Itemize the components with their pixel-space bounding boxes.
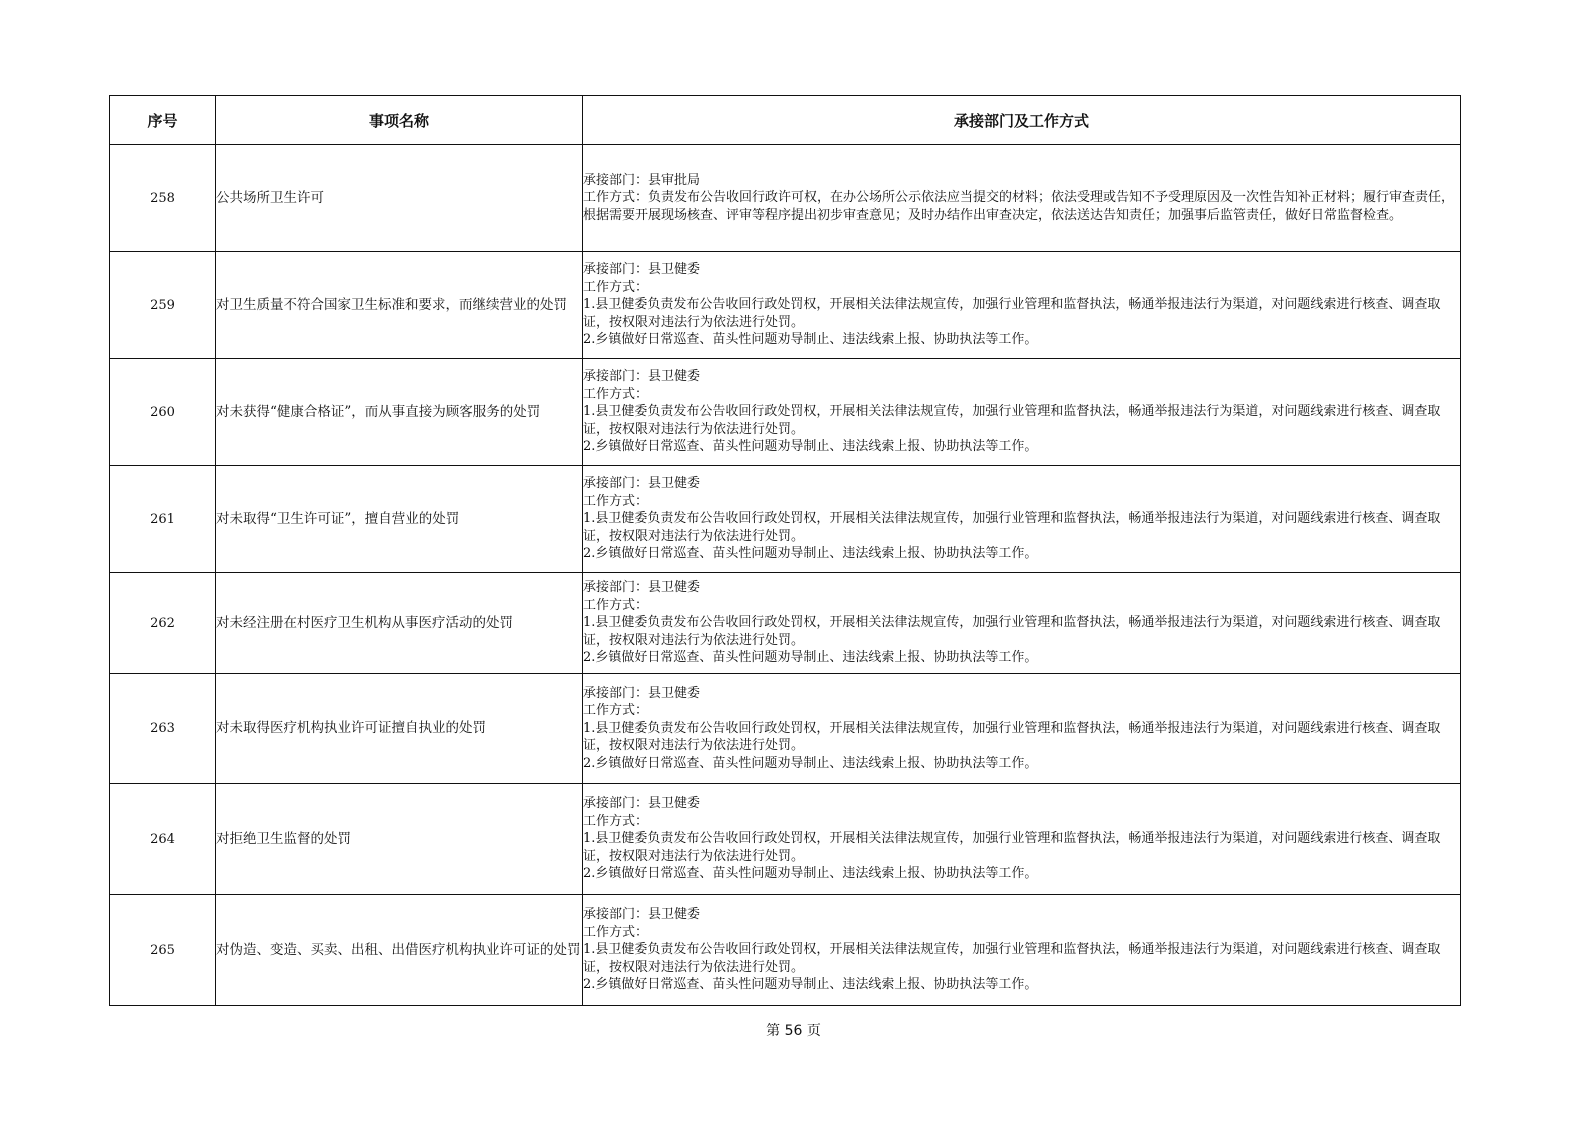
header-department-method: 承接部门及工作方式 xyxy=(583,96,1461,145)
header-seq: 序号 xyxy=(110,96,216,145)
table-body xyxy=(110,145,1461,1006)
detail-line: 承接部门：县卫健委 xyxy=(583,369,701,385)
row-seq-number: 264 xyxy=(110,784,216,895)
row-department-method xyxy=(583,784,1461,895)
table-row xyxy=(110,145,1461,252)
detail-line: 工作方式：负责发布公告收回行政许可权，在办公场所公示依法应当提交的材料；依法受理或告知不予受理原因及一次性告知补正材料；履行审查责任，根据需要开展现场核查、评审等程序提出初步审查意见；及时办结作出审查决定，依法送达告知责任；加强事后监管责任，做好日常监督检查。 xyxy=(583,190,1455,223)
row-item-name: 对伪造、变造、买卖、出租、出借医疗机构执业许可证的处罚 xyxy=(216,895,583,1006)
row-department-method xyxy=(583,895,1461,1006)
detail-line: 承接部门：县卫健委 xyxy=(583,796,701,812)
row-seq-number: 259 xyxy=(110,252,216,359)
row-seq-number: 261 xyxy=(110,466,216,573)
table-row xyxy=(110,359,1461,466)
items-table xyxy=(109,95,1461,1006)
row-seq-number: 258 xyxy=(110,145,216,252)
detail-line: 2.乡镇做好日常巡查、苗头性问题劝导制止、违法线索上报、协助执法等工作。 xyxy=(583,650,1038,666)
row-item-name: 对未获得“健康合格证”，而从事直接为顾客服务的处罚 xyxy=(216,359,583,466)
row-item-name: 对拒绝卫生监督的处罚 xyxy=(216,784,583,895)
row-department-method xyxy=(583,359,1461,466)
detail-line: 承接部门：县卫健委 xyxy=(583,580,701,596)
detail-line: 2.乡镇做好日常巡查、苗头性问题劝导制止、违法线索上报、协助执法等工作。 xyxy=(583,866,1038,882)
detail-line: 2.乡镇做好日常巡查、苗头性问题劝导制止、违法线索上报、协助执法等工作。 xyxy=(583,755,1038,771)
table-row xyxy=(110,784,1461,895)
detail-line: 2.乡镇做好日常巡查、苗头性问题劝导制止、违法线索上报、协助执法等工作。 xyxy=(583,977,1038,993)
detail-line: 工作方式： xyxy=(583,924,649,940)
detail-line: 1.县卫健委负责发布公告收回行政处罚权，开展相关法律法规宣传，加强行业管理和监督执法，畅通举报违法行为渠道，对问题线索进行核查、调查取证，按权限对违法行为依法进行处罚。 xyxy=(583,615,1441,648)
detail-line: 1.县卫健委负责发布公告收回行政处罚权，开展相关法律法规宣传，加强行业管理和监督执法，畅通举报违法行为渠道，对问题线索进行核查、调查取证，按权限对违法行为依法进行处罚。 xyxy=(583,942,1441,975)
detail-line: 工作方式： xyxy=(583,813,649,829)
header-item-name: 事项名称 xyxy=(216,96,583,145)
detail-line: 承接部门：县卫健委 xyxy=(583,685,701,701)
table-row xyxy=(110,573,1461,674)
row-seq-number: 260 xyxy=(110,359,216,466)
table-row xyxy=(110,466,1461,573)
row-item-name: 对卫生质量不符合国家卫生标准和要求，而继续营业的处罚 xyxy=(216,252,583,359)
row-item-name: 对未取得“卫生许可证”，擅自营业的处罚 xyxy=(216,466,583,573)
row-department-method xyxy=(583,145,1461,252)
detail-line: 1.县卫健委负责发布公告收回行政处罚权，开展相关法律法规宣传，加强行业管理和监督执法，畅通举报违法行为渠道，对问题线索进行核查、调查取证，按权限对违法行为依法进行处罚。 xyxy=(583,297,1441,330)
row-seq-number: 265 xyxy=(110,895,216,1006)
detail-line: 承接部门：县卫健委 xyxy=(583,476,701,492)
detail-line: 1.县卫健委负责发布公告收回行政处罚权，开展相关法律法规宣传，加强行业管理和监督执法，畅通举报违法行为渠道，对问题线索进行核查、调查取证，按权限对违法行为依法进行处罚。 xyxy=(583,831,1441,864)
row-item-name: 对未经注册在村医疗卫生机构从事医疗活动的处罚 xyxy=(216,573,583,674)
detail-line: 承接部门：县审批局 xyxy=(583,172,701,188)
detail-line: 工作方式： xyxy=(583,597,649,613)
detail-line: 1.县卫健委负责发布公告收回行政处罚权，开展相关法律法规宣传，加强行业管理和监督执法，畅通举报违法行为渠道，对问题线索进行核查、调查取证，按权限对违法行为依法进行处罚。 xyxy=(583,720,1441,754)
row-department-method xyxy=(583,466,1461,573)
table-row xyxy=(110,252,1461,359)
detail-line: 工作方式： xyxy=(583,703,649,719)
row-seq-number: 263 xyxy=(110,674,216,784)
detail-line: 承接部门：县卫健委 xyxy=(583,262,701,278)
table-header-row xyxy=(110,96,1461,145)
row-department-method xyxy=(583,252,1461,359)
row-department-method xyxy=(583,573,1461,674)
page-number: 第 56 页 xyxy=(766,1023,821,1039)
detail-line: 承接部门：县卫健委 xyxy=(583,907,701,923)
detail-line: 工作方式： xyxy=(583,279,649,295)
detail-line: 工作方式： xyxy=(583,493,649,509)
row-item-name: 公共场所卫生许可 xyxy=(216,145,583,252)
detail-line: 2.乡镇做好日常巡查、苗头性问题劝导制止、违法线索上报、协助执法等工作。 xyxy=(583,546,1038,562)
table-row xyxy=(110,895,1461,1006)
row-item-name: 对未取得医疗机构执业许可证擅自执业的处罚 xyxy=(216,674,583,784)
detail-line: 2.乡镇做好日常巡查、苗头性问题劝导制止、违法线索上报、协助执法等工作。 xyxy=(583,332,1038,348)
detail-line: 2.乡镇做好日常巡查、苗头性问题劝导制止、违法线索上报、协助执法等工作。 xyxy=(583,439,1038,455)
row-seq-number: 262 xyxy=(110,573,216,674)
detail-line: 1.县卫健委负责发布公告收回行政处罚权，开展相关法律法规宣传，加强行业管理和监督执法，畅通举报违法行为渠道，对问题线索进行核查、调查取证，按权限对违法行为依法进行处罚。 xyxy=(583,404,1441,437)
detail-line: 1.县卫健委负责发布公告收回行政处罚权，开展相关法律法规宣传，加强行业管理和监督执法，畅通举报违法行为渠道，对问题线索进行核查、调查取证，按权限对违法行为依法进行处罚。 xyxy=(583,511,1441,544)
row-department-method xyxy=(583,674,1461,784)
table-row xyxy=(110,674,1461,784)
detail-line: 工作方式： xyxy=(583,386,649,402)
